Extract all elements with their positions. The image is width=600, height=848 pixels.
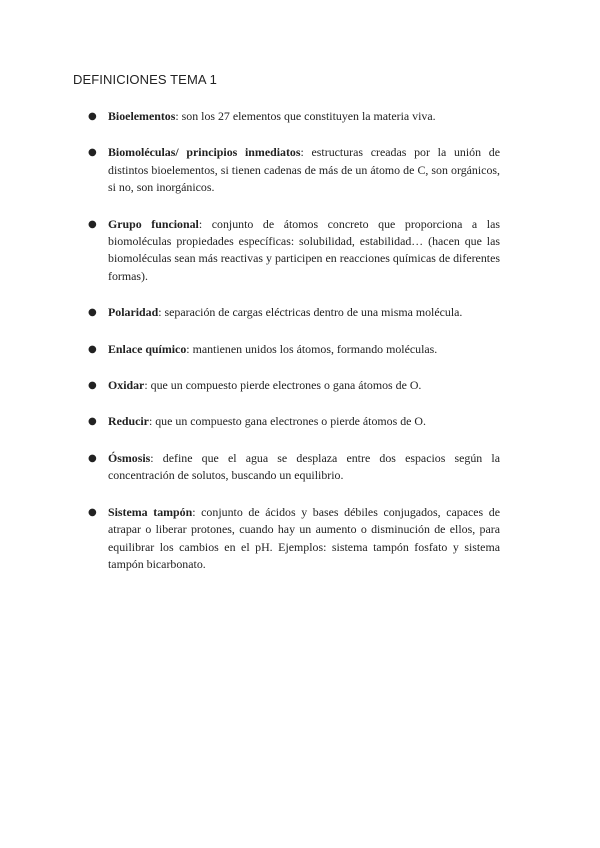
definition-item-grupo-funcional	[88, 216, 500, 286]
bullet-icon: ●	[88, 506, 97, 518]
definition-item-enlace-quimico	[88, 341, 500, 358]
definition-text: : que un compuesto gana electrones o pierde átomos de O.	[148, 414, 426, 429]
definition-term: Bioelementos	[108, 109, 176, 123]
definition-text: : estructuras creadas por la unión de distintos bioelementos, si tienen cadenas de más de un átomo de C, son orgánicos, si no, son inorgánicos.	[108, 145, 501, 195]
definition-text: : separación de cargas eléctricas dentro de una misma molécula.	[158, 305, 463, 320]
definition-item-bioelementos	[88, 108, 500, 125]
definition-text: : define que el agua se desplaza entre dos espacios según la concentración de solutos, buscando un equilibrio.	[108, 450, 500, 483]
definition-term: Reducir	[108, 414, 149, 429]
bullet-icon: ●	[88, 111, 97, 122]
document-title: DEFINICIONES TEMA 1	[73, 72, 217, 87]
definition-text: : conjunto de átomos concreto que proporciona a las biomoléculas propiedades específicas: solubilidad, estabilidad… (hacen que las biomoléculas sean más reactivas y participen en reacciones químicas de diferentes formas).	[108, 216, 500, 283]
bullet-icon: ●	[88, 380, 97, 392]
definition-item-biomoleculas	[88, 144, 500, 196]
definition-text: : son los 27 elementos que constituyen la materia viva.	[175, 109, 436, 123]
definition-text: : mantienen unidos los átomos, formando moléculas.	[186, 341, 438, 356]
bullet-icon: ●	[88, 416, 97, 428]
definition-term: Biomoléculas/ principios inmediatos	[108, 145, 301, 160]
bullet-icon: ●	[88, 307, 97, 319]
definitions-list	[88, 108, 500, 592]
definition-item-sistema-tampon	[88, 504, 500, 574]
definition-text: : conjunto de ácidos y bases débiles conjugados, capaces de atrapar o liberar protones, cuando hay un aumento o disminución de ellos, para equilibrar los cambios en el pH. Ejemplos: sistema tampón fosfato y sistema tampón bicarbonato.	[108, 504, 500, 571]
definition-term: Ósmosis	[108, 450, 151, 465]
definition-text: : que un compuesto pierde electrones o gana átomos de O.	[144, 378, 422, 393]
bullet-icon: ●	[88, 343, 97, 355]
bullet-icon: ●	[88, 452, 97, 464]
definition-term: Grupo funcional	[108, 216, 199, 231]
definition-item-reducir	[88, 413, 500, 430]
definition-item-polaridad	[88, 304, 500, 321]
bullet-icon: ●	[88, 218, 97, 230]
definition-item-osmosis	[88, 450, 500, 485]
bullet-icon: ●	[88, 147, 97, 159]
definition-term: Sistema tampón	[108, 504, 193, 519]
definition-item-oxidar	[88, 377, 500, 394]
definition-term: Enlace químico	[108, 341, 187, 356]
definition-term: Oxidar	[108, 378, 145, 393]
definition-term: Polaridad	[108, 305, 159, 320]
